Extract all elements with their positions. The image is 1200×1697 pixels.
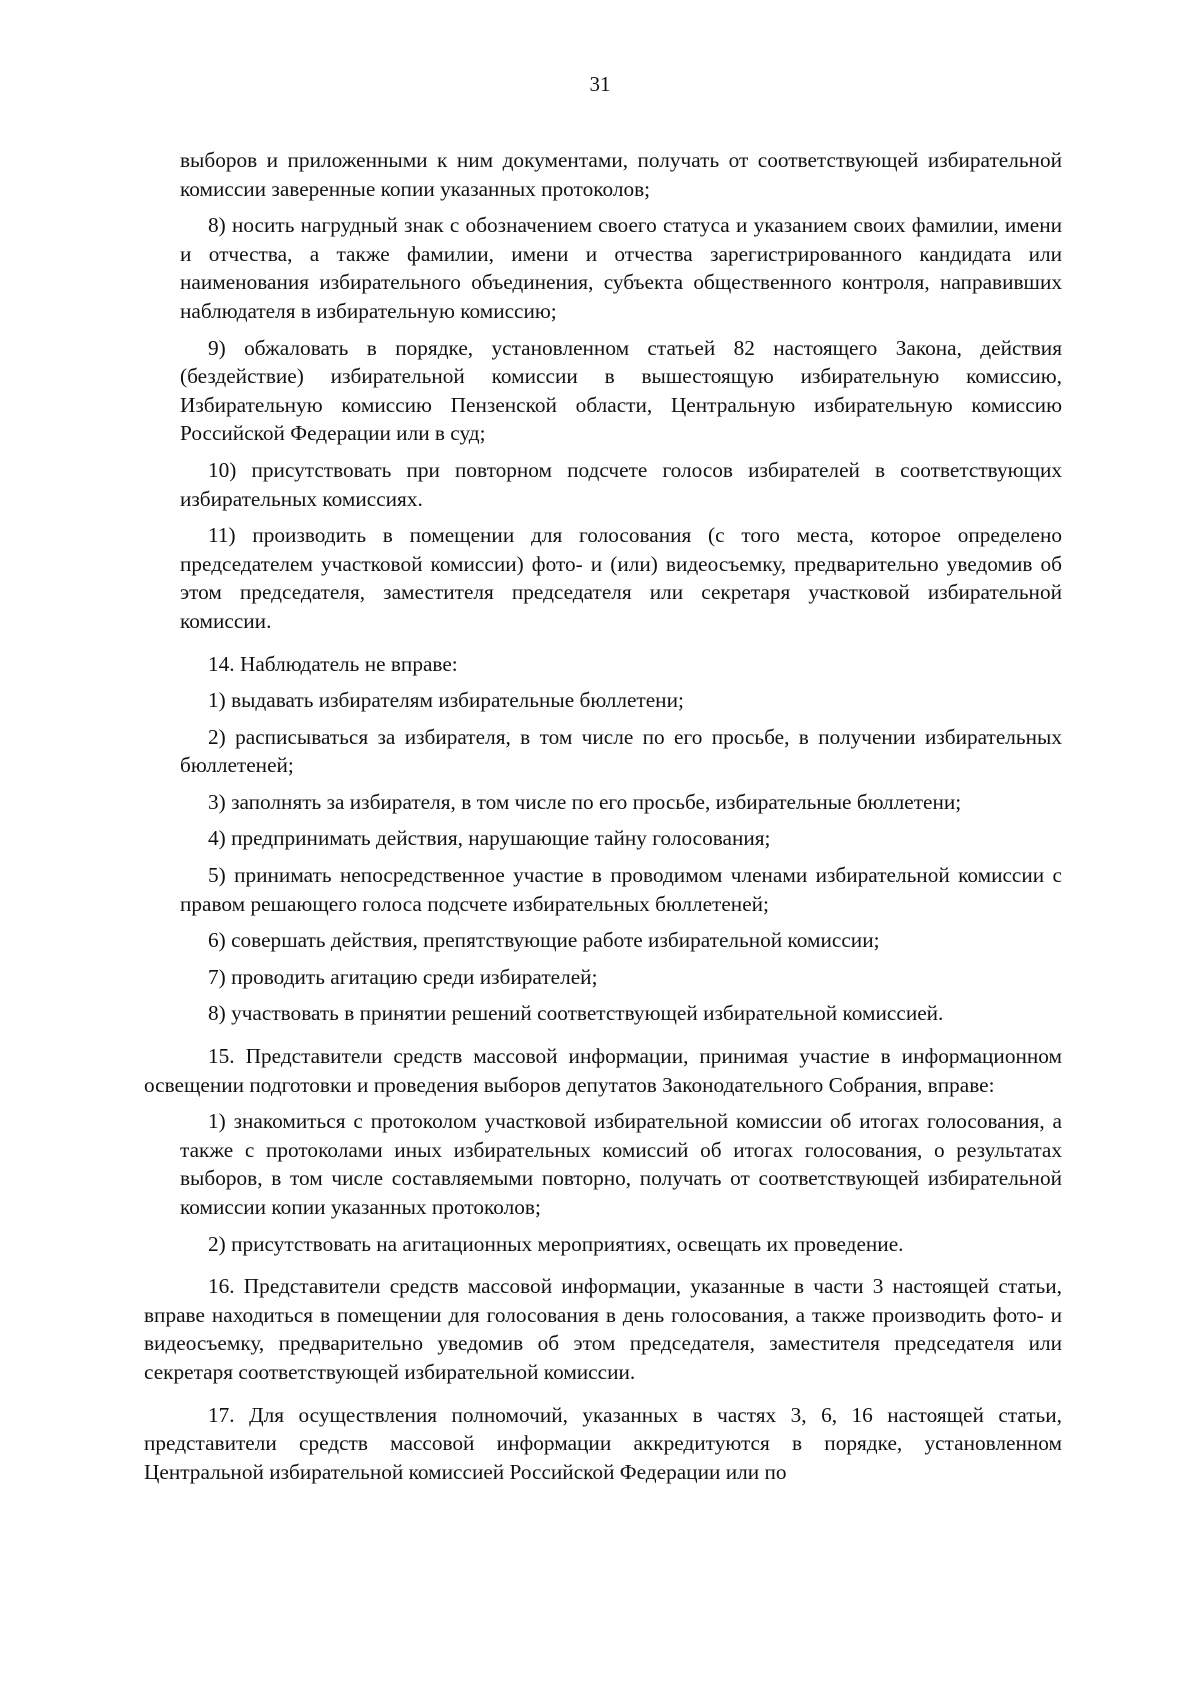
paragraph-14-item-1: 1) выдавать избирателям избирательные бюллетени; (208, 688, 684, 713)
paragraph-section-14: 14. Наблюдатель не вправе: (208, 651, 458, 676)
page-number: 31 (589, 72, 611, 96)
paragraph-item-11: 11) производить в помещении для голосования (с того места, которое определено председателем участковой комиссии) фото- и (или) видеосъемку, предварительно уведомив об этом председателя, заместителя председателя или секретаря участковой избирательной комиссии. (180, 523, 1062, 633)
paragraph-section-16: 16. Представители средств массовой информации, указанные в части 3 настоящей статьи, вправе находиться в помещении для голосования в день голосования, а также производить фото- и видеосъемку, предварительно уведомив об этом председателя, заместителя председателя или секретаря соответствующей избирательной комиссии. (144, 1274, 1062, 1384)
paragraph-continuation: выборов и приложенными к ним документами, получать от соответствующей избирательной комиссии заверенные копии указанных протоколов; (180, 148, 1062, 201)
paragraph-14-item-2: 2) расписываться за избирателя, в том числе по его просьбе, в получении избирательных бюллетеней; (180, 724, 1062, 778)
paragraph-14-item-4: 4) предпринимать действия, нарушающие тайну голосования; (208, 826, 771, 851)
paragraph-section-17: 17. Для осуществления полномочий, указанных в частях 3, 6, 16 настоящей статьи, представители средств массовой информации аккредитуются в порядке, установленном Центральной избирательной комиссией Российской Федерации или по (144, 1402, 1062, 1484)
paragraph-14-item-5: 5) принимать непосредственное участие в проводимом членами избирательной комиссии с правом решающего голоса подсчете избирательных бюллетеней; (180, 863, 1062, 916)
paragraph-section-15: 15. Представители средств массовой информации, принимая участие в информационном освещении подготовки и проведения выборов депутатов Законодательного Собрания, вправе: (144, 1044, 1062, 1097)
paragraph-item-8: 8) носить нагрудный знак с обозначением своего статуса и указанием своих фамилии, имени и отчества, а также фамилии, имени и отчества зарегистрированного кандидата или наименования избирательного объединения, субъекта общественного контроля, направивших наблюдателя в избирательную комиссию; (180, 213, 1062, 323)
paragraph-item-10: 10) присутствовать при повторном подсчете голосов избирателей в соответствующих избирательных комиссиях. (180, 457, 1062, 511)
paragraph-item-9: 9) обжаловать в порядке, установленном статьей 82 настоящего Закона, действия (бездействие) избирательной комиссии в вышестоящую избирательную комиссию, Избирательную комиссию Пензенской области, Центральную избирательную комиссию Российской Федерации или в суд; (180, 335, 1062, 446)
paragraph-14-item-8: 8) участвовать в принятии решений соответствующей избирательной комиссией. (208, 1001, 944, 1026)
paragraph-14-item-6: 6) совершать действия, препятствующие работе избирательной комиссии; (208, 928, 880, 953)
paragraph-14-item-3: 3) заполнять за избирателя, в том числе по его просьбе, избирательные бюллетени; (208, 789, 962, 814)
document-body (144, 146, 1062, 1494)
paragraph-15-item-2: 2) присутствовать на агитационных мероприятиях, освещать их проведение. (208, 1231, 904, 1256)
paragraph-15-item-1: 1) знакомиться с протоколом участковой избирательной комиссии об итогах голосования, а также с протоколами иных избирательных комиссий об итогах голосования, о результатах выборов, в том числе составляемыми повторно, получать от соответствующей избирательной комиссии копии указанных протоколов; (180, 1109, 1062, 1219)
paragraph-14-item-7: 7) проводить агитацию среди избирателей; (208, 964, 598, 989)
